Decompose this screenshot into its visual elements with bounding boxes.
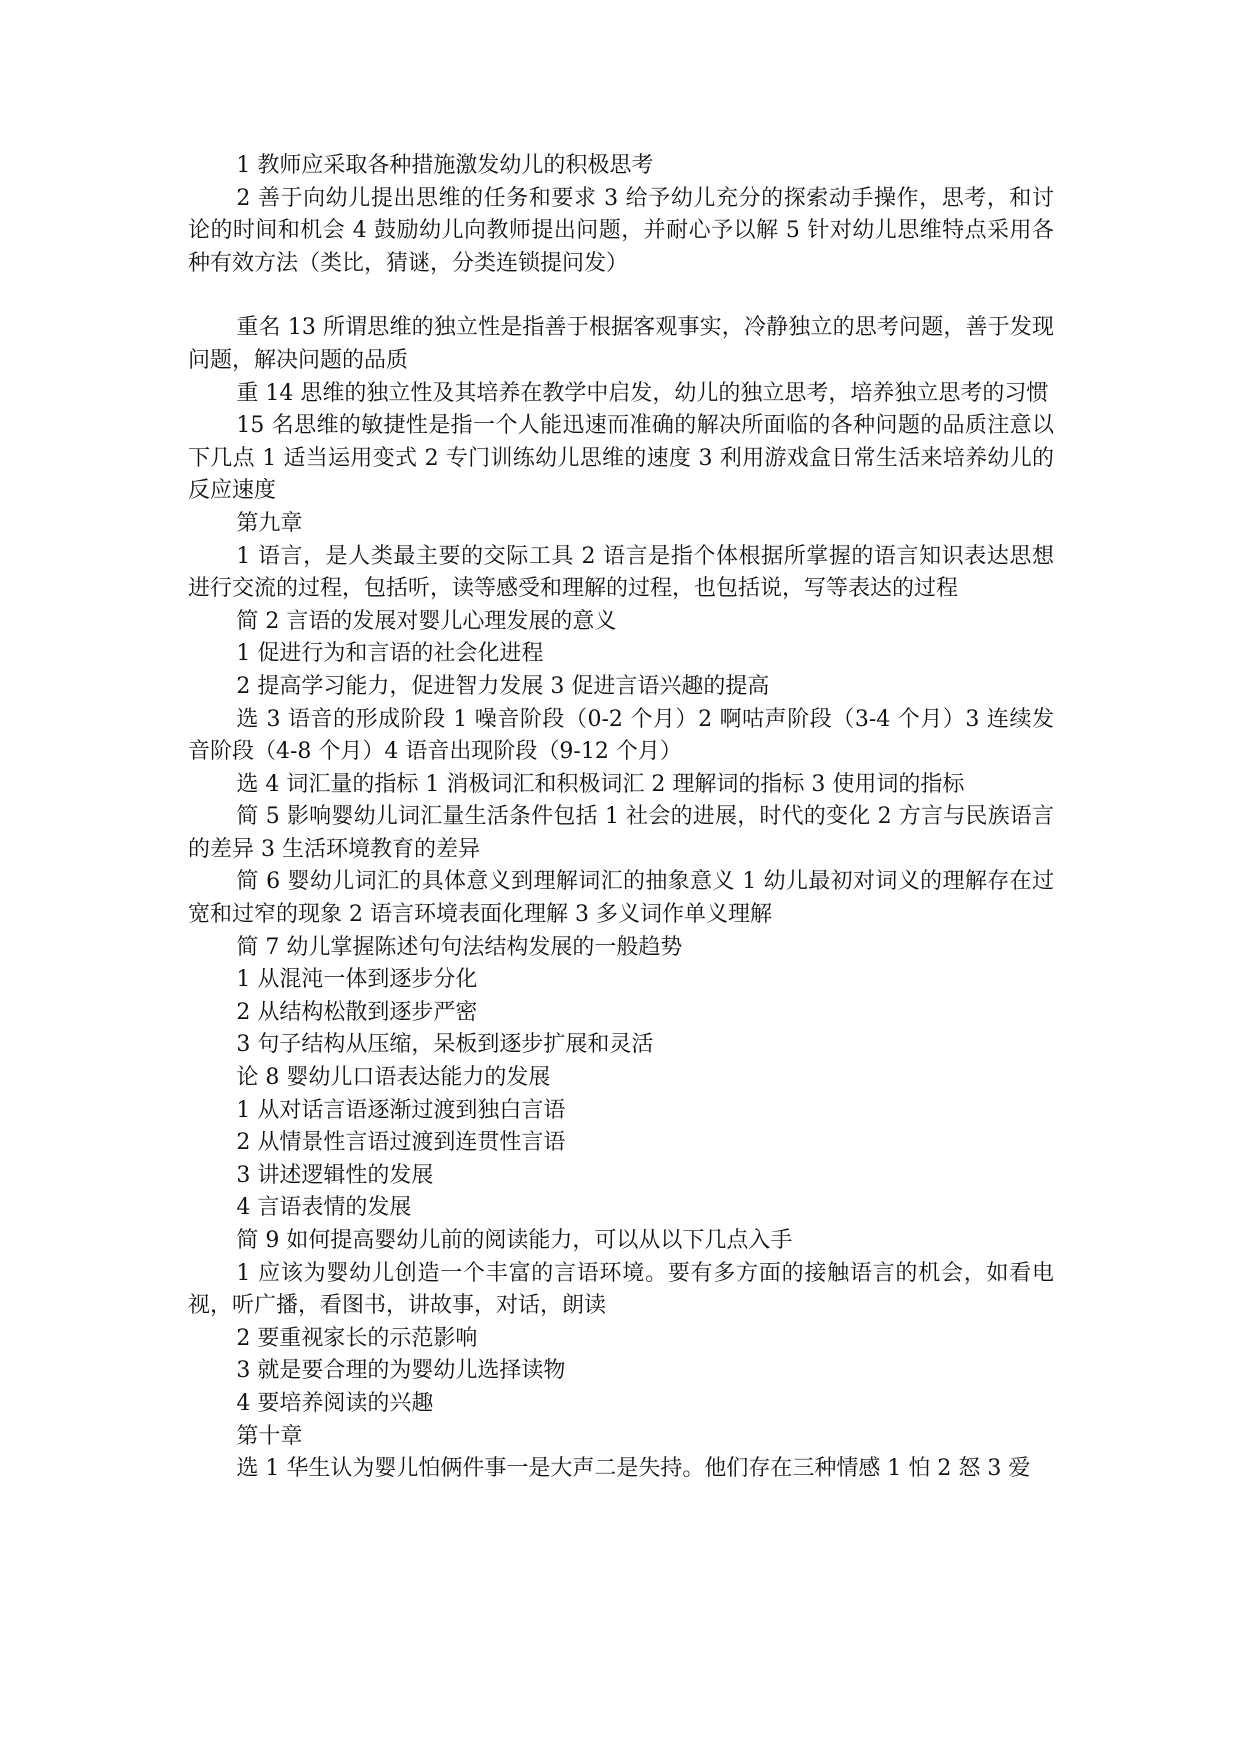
paragraph: 2 从情景性言语过渡到连贯性言语 xyxy=(236,1130,566,1156)
paragraph: 论 8 婴幼儿口语表达能力的发展 xyxy=(236,1065,551,1091)
paragraph: 选 3 语音的形成阶段 1 噪音阶段（0-2 个月）2 啊咕声阶段（3-4 个月）3 连续发音阶段（4-8 个月）4 语音出现阶段（9-12 个月） xyxy=(188,706,1054,765)
paragraph: 简 5 影响婴幼儿词汇量生活条件包括 1 社会的进展，时代的变化 2 方言与民族语言的差异 3 生活环境教育的差异 xyxy=(188,804,1054,862)
paragraph: 15 名思维的敏捷性是指一个人能迅速而准确的解决所面临的各种问题的品质注意以下几点 1 适当运用变式 2 专门训练幼儿思维的速度 3 利用游戏盒日常生活来培养幼儿的反应速度 xyxy=(188,413,1054,504)
paragraph: 1 促进行为和言语的社会化进程 xyxy=(236,641,544,667)
paragraph: 1 从混沌一体到逐步分化 xyxy=(236,967,478,993)
paragraph: 3 就是要合理的为婴幼儿选择读物 xyxy=(236,1358,566,1384)
paragraph: 1 语言，是人类最主要的交际工具 2 语言是指个体根据所掌握的语言知识表达思想进行交流的过程，包括听，读等感受和理解的过程，也包括说，写等表达的过程 xyxy=(188,543,1054,602)
paragraph: 重 14 思维的独立性及其培养在教学中启发，幼儿的独立思考，培养独立思考的习惯 xyxy=(236,380,1049,406)
paragraph: 选 1 华生认为婴儿怕俩件事一是大声二是失持。他们存在三种情感 1 怕 2 怒 3 爱 xyxy=(236,1456,1031,1482)
paragraph: 2 提高学习能力，促进智力发展 3 促进言语兴趣的提高 xyxy=(236,673,770,699)
paragraph: 2 善于向幼儿提出思维的任务和要求 3 给予幼儿充分的探索动手操作，思考，和讨论的时间和机会 4 鼓励幼儿向教师提出问题，并耐心予以解 5 针对幼儿思维特点采用各种有效方法（类比，猜谜，分类连锁提问发） xyxy=(188,185,1054,276)
blank-line xyxy=(188,280,1054,312)
paragraph: 4 言语表情的发展 xyxy=(236,1195,412,1221)
paragraph: 选 4 词汇量的指标 1 消极词汇和积极词汇 2 理解词的指标 3 使用词的指标 xyxy=(236,771,965,797)
paragraph: 简 9 如何提高婴幼儿前的阅读能力，可以从以下几点入手 xyxy=(236,1228,793,1253)
paragraph: 2 要重视家长的示范影响 xyxy=(236,1325,478,1351)
paragraph: 2 从结构松散到逐步严密 xyxy=(236,999,478,1025)
paragraph: 简 2 言语的发展对婴儿心理发展的意义 xyxy=(236,608,617,634)
paragraph: 4 要培养阅读的兴趣 xyxy=(236,1390,434,1416)
paragraph: 1 教师应采取各种措施激发幼儿的积极思考 xyxy=(236,153,654,178)
document-body xyxy=(188,150,1054,1486)
paragraph: 简 6 婴幼儿词汇的具体意义到理解词汇的抽象意义 1 幼儿最初对词义的理解存在过宽和过窄的现象 2 语言环境表面化理解 3 多义词作单义理解 xyxy=(188,869,1054,928)
paragraph: 1 从对话言语逐渐过渡到独白言语 xyxy=(236,1097,566,1123)
paragraph: 3 讲述逻辑性的发展 xyxy=(236,1162,434,1188)
paragraph: 3 句子结构从压缩，呆板到逐步扩展和灵活 xyxy=(236,1032,654,1058)
chapter-heading: 第九章 xyxy=(236,510,303,536)
paragraph: 简 7 幼儿掌握陈述句句法结构发展的一般趋势 xyxy=(236,934,683,960)
paragraph: 1 应该为婴幼儿创造一个丰富的言语环境。要有多方面的接触语言的机会，如看电视，听广播，看图书，讲故事，对话，朗读 xyxy=(188,1260,1054,1319)
paragraph: 重名 13 所谓思维的独立性是指善于根据客观事实，冷静独立的思考问题，善于发现问题，解决问题的品质 xyxy=(188,315,1054,373)
chapter-heading: 第十章 xyxy=(236,1423,303,1449)
